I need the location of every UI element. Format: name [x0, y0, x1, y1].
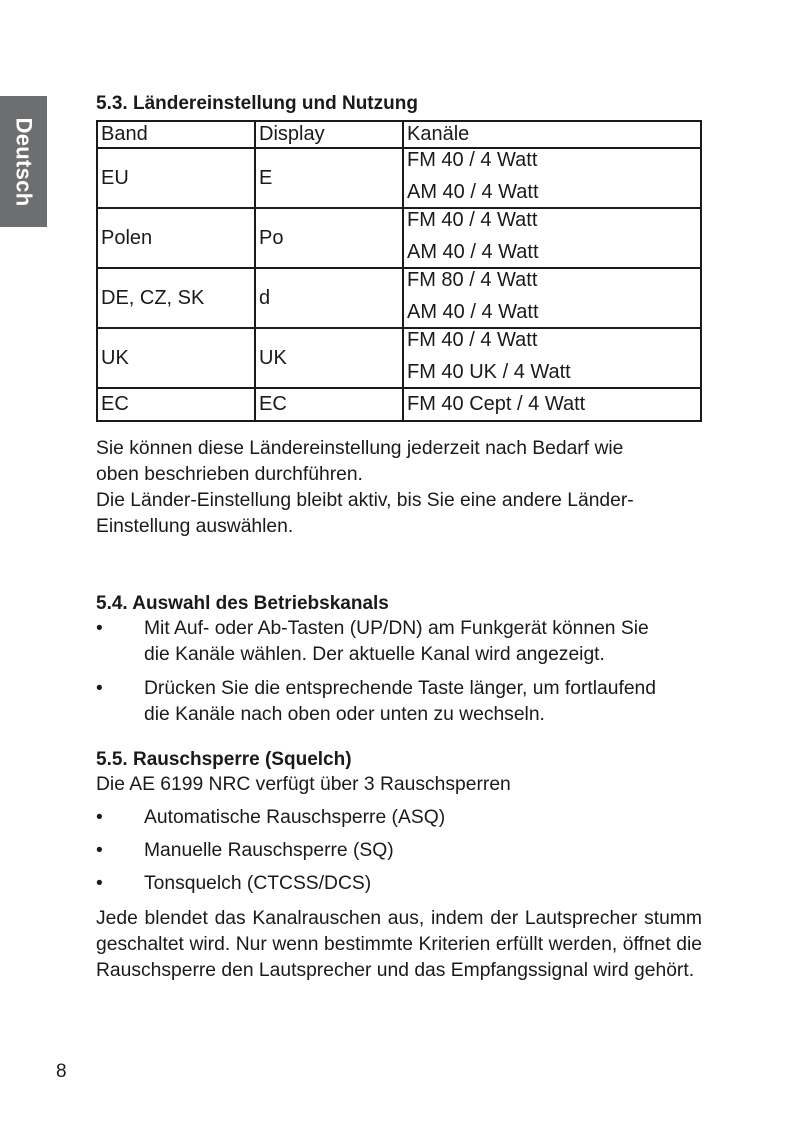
- bullet-icon: •: [96, 678, 103, 699]
- list-item-text: Tonsquelch (CTCSS/DCS): [144, 873, 372, 894]
- list-item: [96, 616, 702, 668]
- bullet-list: [96, 805, 702, 897]
- channel-line: FM 40 / 4 Watt: [407, 329, 538, 351]
- list-item-text: Automatische Rauschsperre (ASQ): [144, 807, 446, 828]
- list-item-text: Manuelle Rauschsperre (SQ): [144, 840, 394, 861]
- country-settings-table: [96, 120, 702, 422]
- language-tab: [0, 96, 47, 227]
- table-row: [97, 328, 701, 388]
- cell-display: UK: [255, 328, 403, 388]
- section-5-4: [96, 592, 702, 728]
- bullet-icon: •: [96, 807, 103, 828]
- table-row: [97, 208, 701, 268]
- channel-line: FM 40 / 4 Watt: [407, 149, 538, 171]
- channel-line: AM 40 / 4 Watt: [407, 301, 539, 323]
- cell-channels: [403, 268, 701, 328]
- table-row: [97, 388, 701, 421]
- cell-band: Polen: [97, 208, 255, 268]
- channel-line: AM 40 / 4 Watt: [407, 181, 539, 203]
- bullet-icon: •: [96, 618, 103, 639]
- channel-line: FM 80 / 4 Watt: [407, 269, 538, 291]
- cell-band: UK: [97, 328, 255, 388]
- table-row: [97, 268, 701, 328]
- list-item: [96, 871, 702, 897]
- channel-line: AM 40 / 4 Watt: [407, 241, 539, 263]
- channel-line: FM 40 / 4 Watt: [407, 209, 538, 231]
- section-5-4-heading: 5.4. Auswahl des Betriebskanals: [96, 593, 389, 614]
- page-content: [96, 92, 702, 984]
- paragraph-line: Sie können diese Ländereinstellung jederzeit nach Bedarf wie: [96, 438, 624, 459]
- cell-band: EC: [97, 388, 255, 421]
- header-display: Display: [255, 121, 403, 148]
- cell-display: d: [255, 268, 403, 328]
- cell-channels: [403, 328, 701, 388]
- cell-display: Po: [255, 208, 403, 268]
- bullet-icon: •: [96, 873, 103, 894]
- table-row: [97, 148, 701, 208]
- section-5-5-heading: 5.5. Rauschsperre (Squelch): [96, 749, 352, 770]
- cell-band: EU: [97, 148, 255, 208]
- cell-display: E: [255, 148, 403, 208]
- paragraph-line: Die Länder-Einstellung bleibt aktiv, bis Sie eine andere Länder-: [96, 490, 634, 511]
- list-item-line: die Kanäle wählen. Der aktuelle Kanal wird angezeigt.: [144, 644, 605, 665]
- list-item: [96, 805, 702, 831]
- squelch-paragraph: Jede blendet das Kanalrauschen aus, indem der Lautsprecher stumm geschaltet wird. Nur wenn bestimmte Kriterien erfüllt werden, öffnet die Rauschsperre den Lautsprecher und das Empfangssignal wird gehört.: [96, 908, 702, 981]
- channel-line: FM 40 UK / 4 Watt: [407, 361, 571, 383]
- list-item-line: Drücken Sie die entsprechende Taste länger, um fortlaufend: [144, 678, 656, 699]
- header-band: Band: [97, 121, 255, 148]
- list-item: [96, 838, 702, 864]
- cell-channels: [403, 208, 701, 268]
- paragraph-line: oben beschrieben durchführen.: [96, 464, 363, 485]
- list-item-line: die Kanäle nach oben oder unten zu wechseln.: [144, 704, 545, 725]
- bullet-icon: •: [96, 840, 103, 861]
- country-settings-paragraph: [96, 436, 702, 540]
- table-header-row: [97, 121, 701, 148]
- cell-band: DE, CZ, SK: [97, 268, 255, 328]
- list-item-line: Mit Auf- oder Ab-Tasten (UP/DN) am Funkgerät können Sie: [144, 618, 649, 639]
- cell-channels: [403, 148, 701, 208]
- cell-display: EC: [255, 388, 403, 421]
- bullet-list: [96, 616, 702, 728]
- section-5-5-intro: Die AE 6199 NRC verfügt über 3 Rauschsperren: [96, 774, 511, 795]
- section-5-5: [96, 748, 702, 984]
- cell-channels: FM 40 Cept / 4 Watt: [403, 388, 701, 421]
- paragraph-line: Einstellung auswählen.: [96, 516, 294, 537]
- header-channels: Kanäle: [403, 121, 701, 148]
- page-number: 8: [56, 1061, 67, 1082]
- language-tab-label: Deutsch: [11, 117, 37, 206]
- section-5-3-heading: 5.3. Ländereinstellung und Nutzung: [96, 93, 418, 114]
- list-item: [96, 676, 702, 728]
